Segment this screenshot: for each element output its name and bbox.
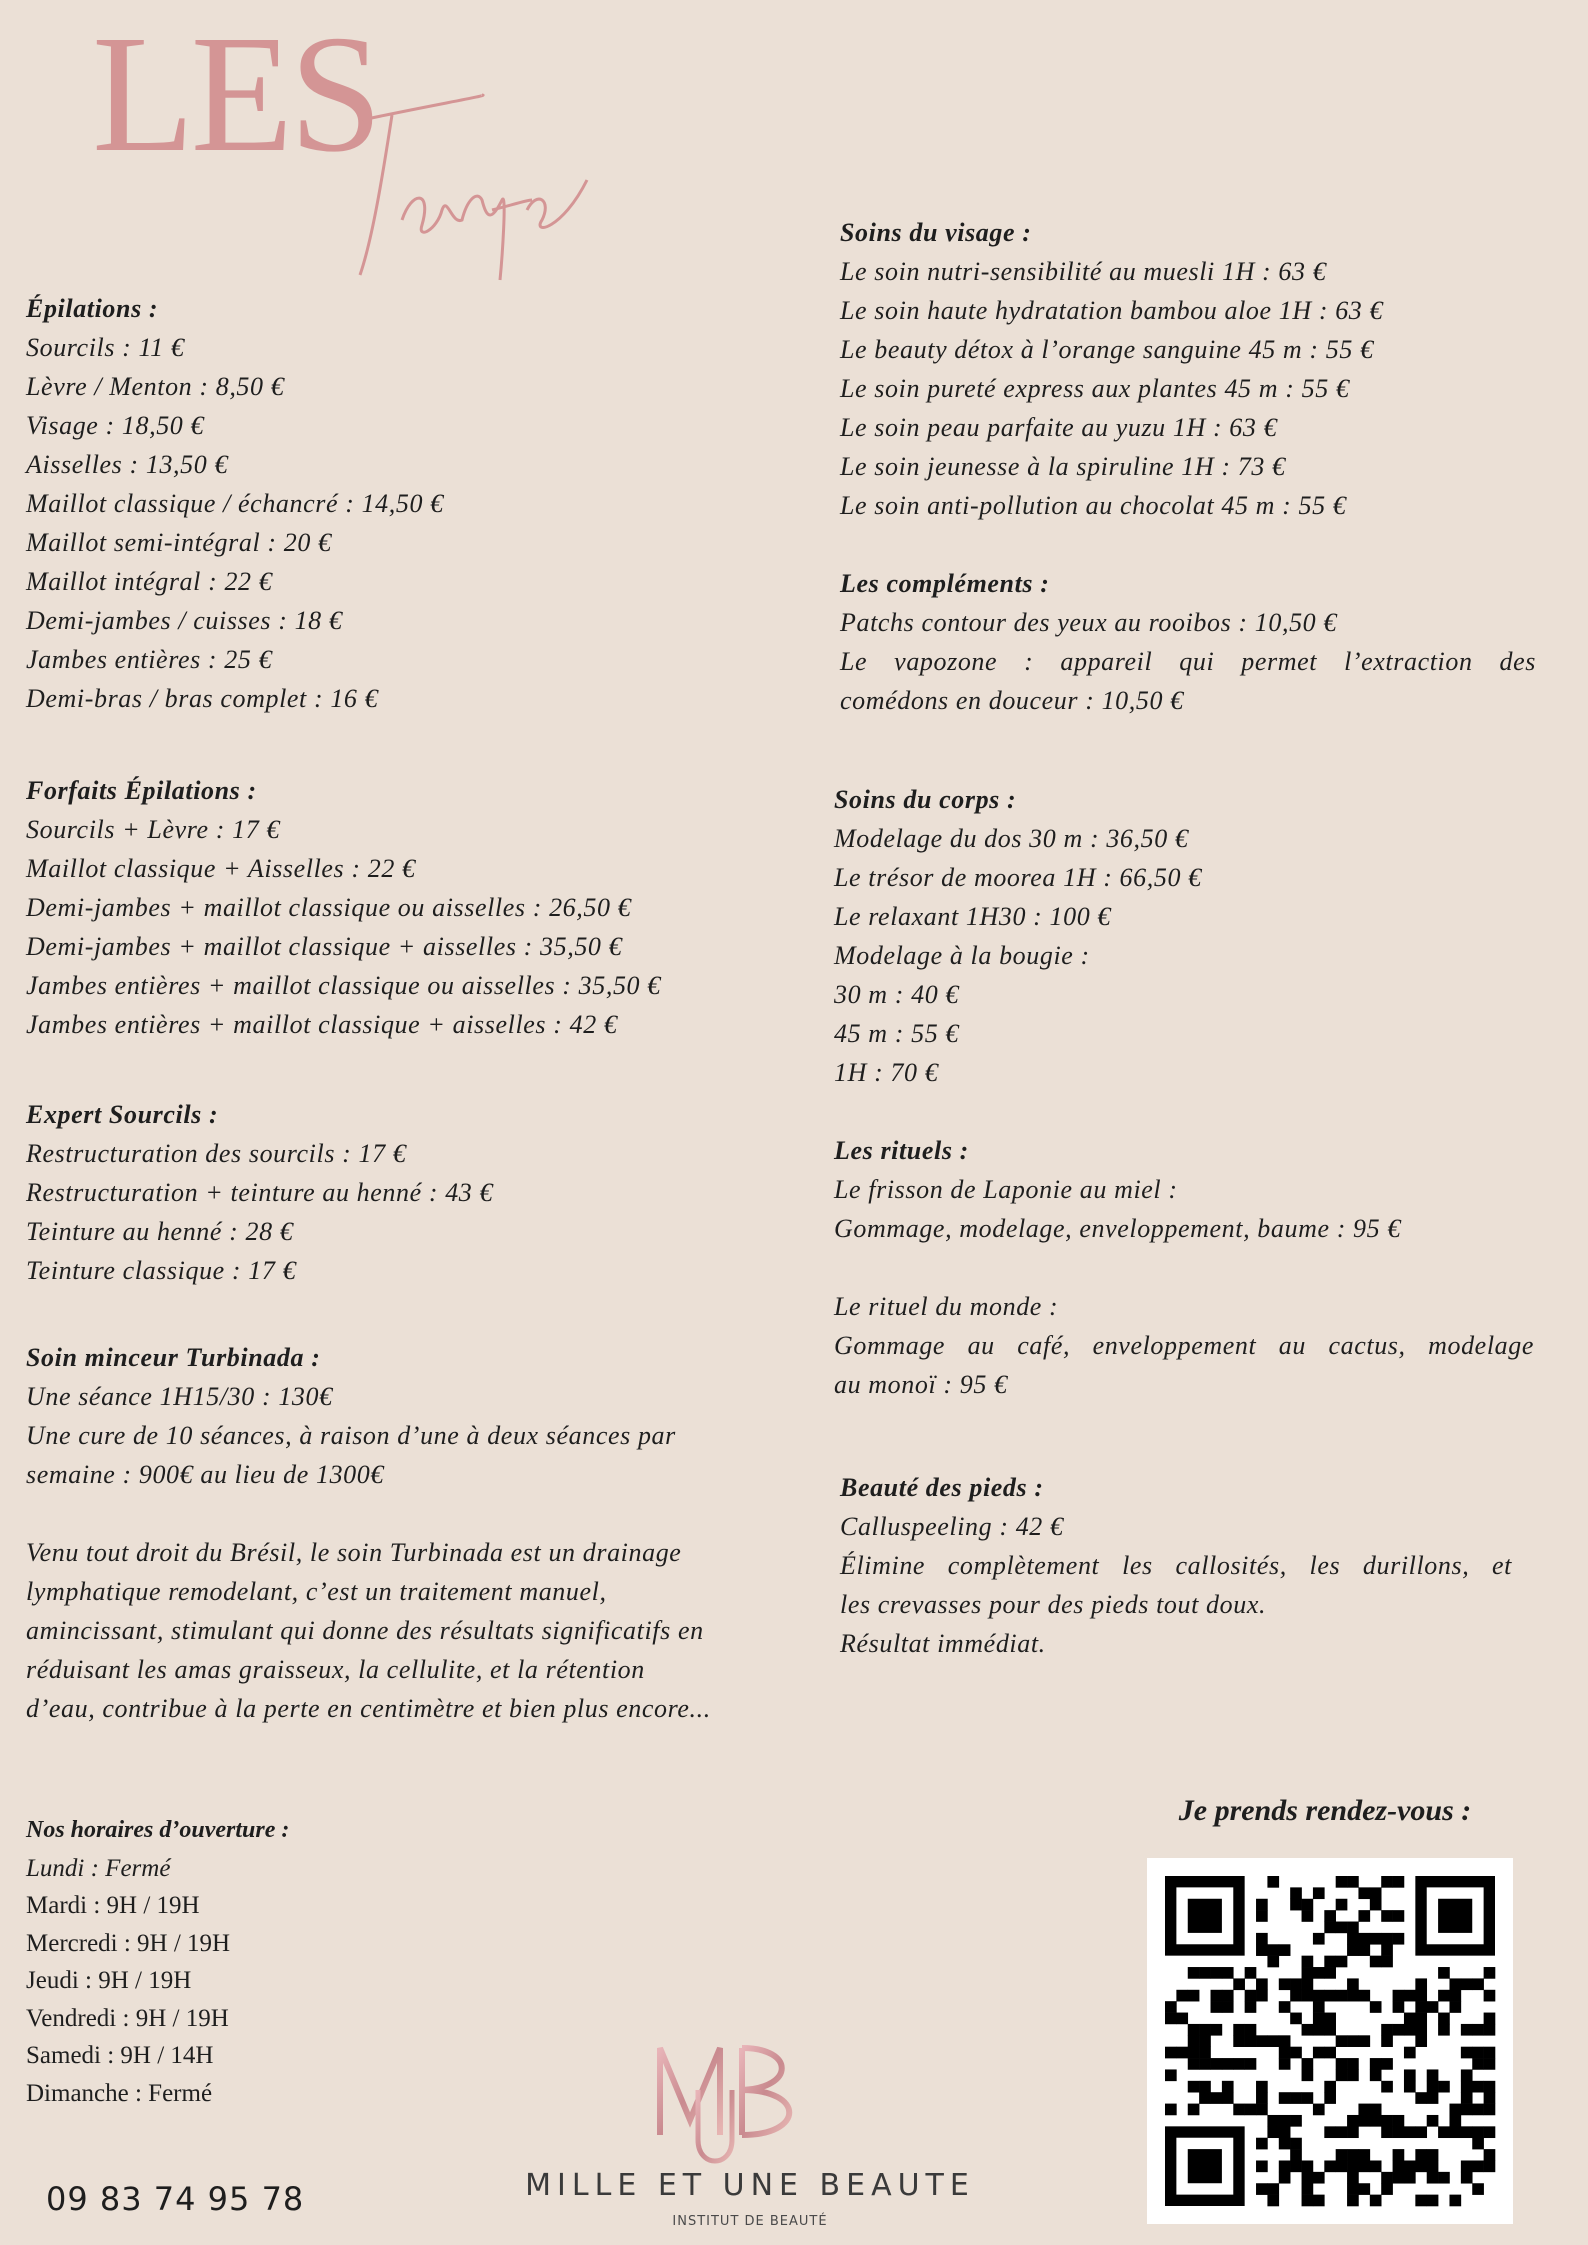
brand-logo-icon xyxy=(520,2030,980,2240)
price-item: Jambes entières + maillot classique + aisselles : 42 € xyxy=(26,1010,618,1039)
price-item: comédons en douceur : 10,50 € xyxy=(840,686,1184,715)
price-item: Maillot intégral : 22 € xyxy=(26,567,273,596)
price-item: Jambes entières : 25 € xyxy=(26,645,273,674)
section-heading: Les compléments : xyxy=(840,569,1050,598)
price-item: au monoï : 95 € xyxy=(834,1370,1008,1399)
hours-day: Samedi : 9H / 14H xyxy=(26,2042,214,2069)
price-item: Le frisson de Laponie au miel : xyxy=(834,1175,1178,1204)
price-item: Demi-jambes + maillot classique + aisselles : 35,50 € xyxy=(26,932,623,961)
hours-day: Vendredi : 9H / 19H xyxy=(26,2004,229,2032)
price-item: Calluspeeling : 42 € xyxy=(840,1512,1064,1541)
price-item: Le soin anti-pollution au chocolat 45 m : 55 € xyxy=(840,491,1347,520)
price-item: Teinture au henné : 28 € xyxy=(26,1217,294,1246)
hours-heading: Nos horaires d’ouverture : xyxy=(26,1817,290,1843)
hours-day: Jeudi : 9H / 19H xyxy=(26,1967,192,1994)
price-item: Une cure de 10 séances, à raison d’une à deux séances par xyxy=(26,1421,676,1450)
price-item: Modelage du dos 30 m : 36,50 € xyxy=(834,824,1189,853)
hours-day: Lundi : Fermé xyxy=(26,1854,171,1882)
section-heading: Beauté des pieds : xyxy=(840,1473,1044,1502)
price-item: Le soin peau parfaite au yuzu 1H : 63 € xyxy=(840,413,1278,442)
right-column-middle xyxy=(834,780,1534,1404)
description-line: réduisant les amas graisseux, la cellulite, et la rétention xyxy=(26,1655,645,1684)
brand-monogram: MUB xyxy=(750,2230,753,2231)
price-item: Le soin jeunesse à la spiruline 1H : 73 € xyxy=(840,452,1286,481)
brand-subtitle: INSTITUT DE BEAUTÉ xyxy=(672,2214,828,2229)
section-heading: Soins du visage : xyxy=(840,218,1032,247)
description-line: d’eau, contribue à la perte en centimètre et bien plus encore... xyxy=(26,1694,711,1723)
price-item: Le trésor de moorea 1H : 66,50 € xyxy=(834,863,1202,892)
price-item: Maillot semi-intégral : 20 € xyxy=(26,528,332,557)
title-les: LES xyxy=(92,1,379,187)
section-heading: Épilations : xyxy=(26,294,159,323)
price-item: Le rituel du monde : xyxy=(834,1292,1059,1321)
price-item: Restructuration + teinture au henné : 43 € xyxy=(26,1178,494,1207)
brand-name: MILLE ET UNE BEAUTE xyxy=(525,2168,975,2203)
price-item: 45 m : 55 € xyxy=(834,1019,960,1048)
price-item: Demi-jambes + maillot classique ou aisselles : 26,50 € xyxy=(26,893,632,922)
price-item: Une séance 1H15/30 : 130€ xyxy=(26,1382,333,1411)
price-item: Patchs contour des yeux au rooibos : 10,50 € xyxy=(840,608,1337,637)
price-item: Le soin pureté express aux plantes 45 m : 55 € xyxy=(840,374,1350,403)
price-item: Le vapozone : appareil qui permet l’extraction des xyxy=(840,647,1536,676)
price-item: Gommage au café, enveloppement au cactus, modelage xyxy=(834,1331,1534,1360)
qr-code[interactable] xyxy=(1147,1858,1513,2224)
price-item: Demi-jambes / cuisses : 18 € xyxy=(26,606,343,635)
price-item: Maillot classique + Aisselles : 22 € xyxy=(26,854,416,883)
price-item: Modelage à la bougie : xyxy=(834,941,1090,970)
hours-day: Dimanche : Fermé xyxy=(26,2079,213,2107)
appointment-label: Je prends rendez-vous : xyxy=(1178,1794,1472,1827)
price-item: Maillot classique / échancré : 14,50 € xyxy=(26,489,444,518)
description-line: Résultat immédiat. xyxy=(840,1629,1046,1658)
description-line: amincissant, stimulant qui donne des résultats significatifs en xyxy=(26,1616,704,1645)
price-item: Sourcils + Lèvre : 17 € xyxy=(26,815,280,844)
right-column-bottom xyxy=(840,1468,1512,1663)
title-tarifs-script xyxy=(352,70,592,290)
opening-hours xyxy=(26,1812,289,2112)
left-column xyxy=(26,289,786,1728)
price-item: Visage : 18,50 € xyxy=(26,411,205,440)
section-heading: Les rituels : xyxy=(834,1136,969,1165)
price-item: Le soin haute hydratation bambou aloe 1H : 63 € xyxy=(840,296,1384,325)
price-item: Sourcils : 11 € xyxy=(26,333,185,362)
description-line: les crevasses pour des pieds tout doux. xyxy=(840,1590,1267,1619)
description-line: Venu tout droit du Brésil, le soin Turbinada est un drainage xyxy=(26,1538,682,1567)
price-item: semaine : 900€ au lieu de 1300€ xyxy=(26,1460,384,1489)
phone-number[interactable]: 09 83 74 95 78 xyxy=(46,2180,305,2218)
price-item: Teinture classique : 17 € xyxy=(26,1256,297,1285)
right-column-top xyxy=(840,213,1536,720)
section-heading: Forfaits Épilations : xyxy=(26,776,257,805)
price-item: Jambes entières + maillot classique ou aisselles : 35,50 € xyxy=(26,971,661,1000)
description-line: lymphatique remodelant, c’est un traitement manuel, xyxy=(26,1577,607,1606)
hours-day: Mercredi : 9H / 19H xyxy=(26,1929,231,1957)
price-item: Lèvre / Menton : 8,50 € xyxy=(26,372,285,401)
price-item: Le relaxant 1H30 : 100 € xyxy=(834,902,1112,931)
description-line: Élimine complètement les callosités, les durillons, et xyxy=(840,1551,1512,1580)
price-item: 30 m : 40 € xyxy=(834,980,960,1009)
title-tarifs-text: Tarifs xyxy=(422,190,425,191)
price-item: Le soin nutri-sensibilité au muesli 1H : 63 € xyxy=(840,257,1327,286)
price-item: Demi-bras / bras complet : 16 € xyxy=(26,684,379,713)
price-item: Aisselles : 13,50 € xyxy=(26,450,229,479)
section-heading: Soins du corps : xyxy=(834,785,1017,814)
hours-day: Mardi : 9H / 19H xyxy=(26,1892,200,1919)
price-item: 1H : 70 € xyxy=(834,1058,939,1087)
price-item: Gommage, modelage, enveloppement, baume : 95 € xyxy=(834,1214,1401,1243)
price-item: Le beauty détox à l’orange sanguine 45 m : 55 € xyxy=(840,335,1374,364)
section-heading: Soin minceur Turbinada : xyxy=(26,1343,321,1372)
section-heading: Expert Sourcils : xyxy=(26,1100,219,1129)
price-item: Restructuration des sourcils : 17 € xyxy=(26,1139,407,1168)
